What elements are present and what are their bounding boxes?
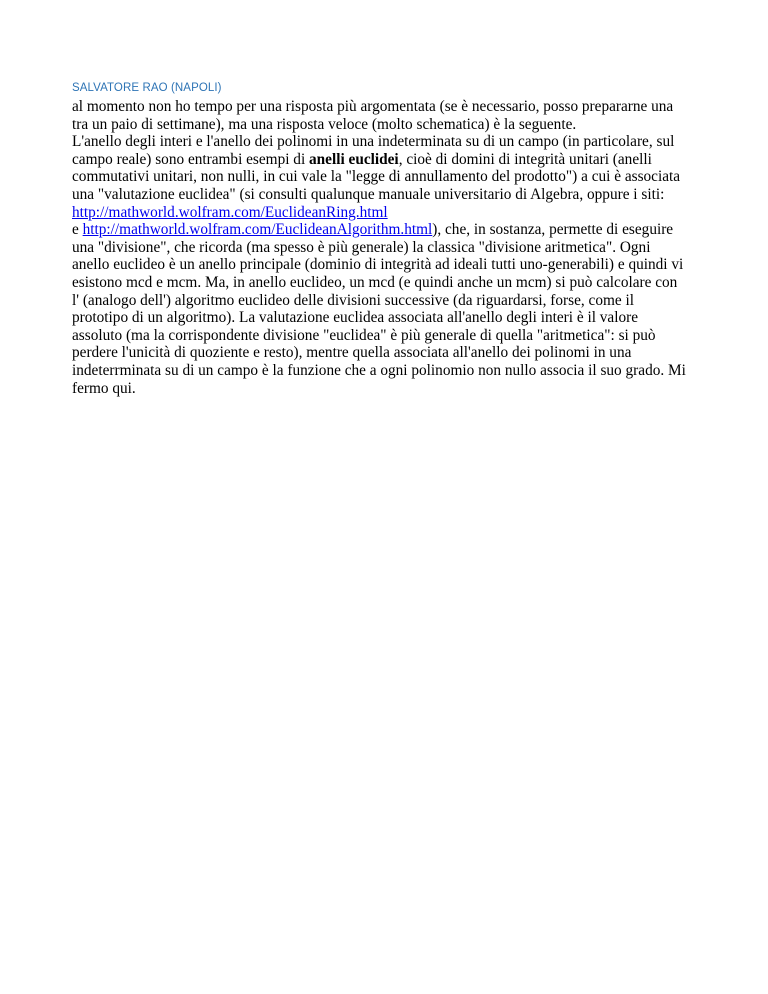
body-line: al momento non ho tempo per una risposta più argomentata (se è necessario, posso prepararne una (72, 98, 674, 115)
body-line: prototipo di un algoritmo). La valutazione euclidea associata all'anello degli interi è il valore (72, 309, 638, 327)
bold-term: anelli euclidei (309, 150, 399, 168)
message-body (72, 98, 712, 397)
euclidean-ring-link[interactable]: http://mathworld.wolfram.com/EuclideanRing.html (72, 203, 388, 221)
author-heading: SALVATORE RAO (NAPOLI) (72, 82, 222, 94)
euclidean-algorithm-link[interactable]: http://mathworld.wolfram.com/EuclideanAlgorithm.html (82, 221, 433, 239)
document-page (72, 80, 712, 397)
body-line: tra un paio di settimane), ma una risposta veloce (molto schematica) è la seguente. (72, 115, 577, 133)
body-line: indeterrminata su di un campo è la funzione che a ogni polinomio non nullo associa il suo grado. Mi (72, 361, 686, 379)
body-line: esistono mcd e mcm. Ma, in anello euclideo, un mcd (e quindi anche un mcm) si può calcolare con (72, 273, 678, 291)
body-line: commutativi unitari, non nulli, in cui vale la "legge di annullamento del prodotto") a cui è associata (72, 168, 681, 186)
body-text: campo reale) sono entrambi esempi di (72, 150, 310, 168)
body-line: l' (analogo dell') algoritmo euclideo delle divisioni successive (da riguardarsi, forse, come il (72, 291, 634, 309)
body-line: assoluto (ma la corrispondente divisione "euclidea" è più generale di quella "aritmetica": si può (72, 326, 656, 344)
body-line (72, 204, 712, 222)
body-line: una "divisione", che ricorda (ma spesso è più generale) la classica "divisione aritmetica". Ogni (72, 238, 651, 256)
body-line (72, 221, 712, 239)
body-line: una "valutazione euclidea" (si consulti qualunque manuale universitario di Algebra, oppure i siti: (72, 185, 665, 203)
body-line: fermo qui. (72, 379, 136, 397)
body-text: , cioè di domini di integrità unitari (anelli (398, 150, 652, 168)
body-line: perdere l'unicità di quoziente e resto), mentre quella associata all'anello dei polinomi in una (72, 344, 632, 362)
body-line (72, 151, 712, 169)
body-text: e (72, 221, 83, 239)
body-text: ), che, in sostanza, permette di eseguire (432, 221, 674, 239)
body-line: anello euclideo è un anello principale (dominio di integrità ad ideali tutti uno-generabili) e quindi vi (72, 256, 684, 274)
body-line: L'anello degli interi e l'anello dei polinomi in una indeterminata su di un campo (in particolare, sul (72, 133, 675, 151)
